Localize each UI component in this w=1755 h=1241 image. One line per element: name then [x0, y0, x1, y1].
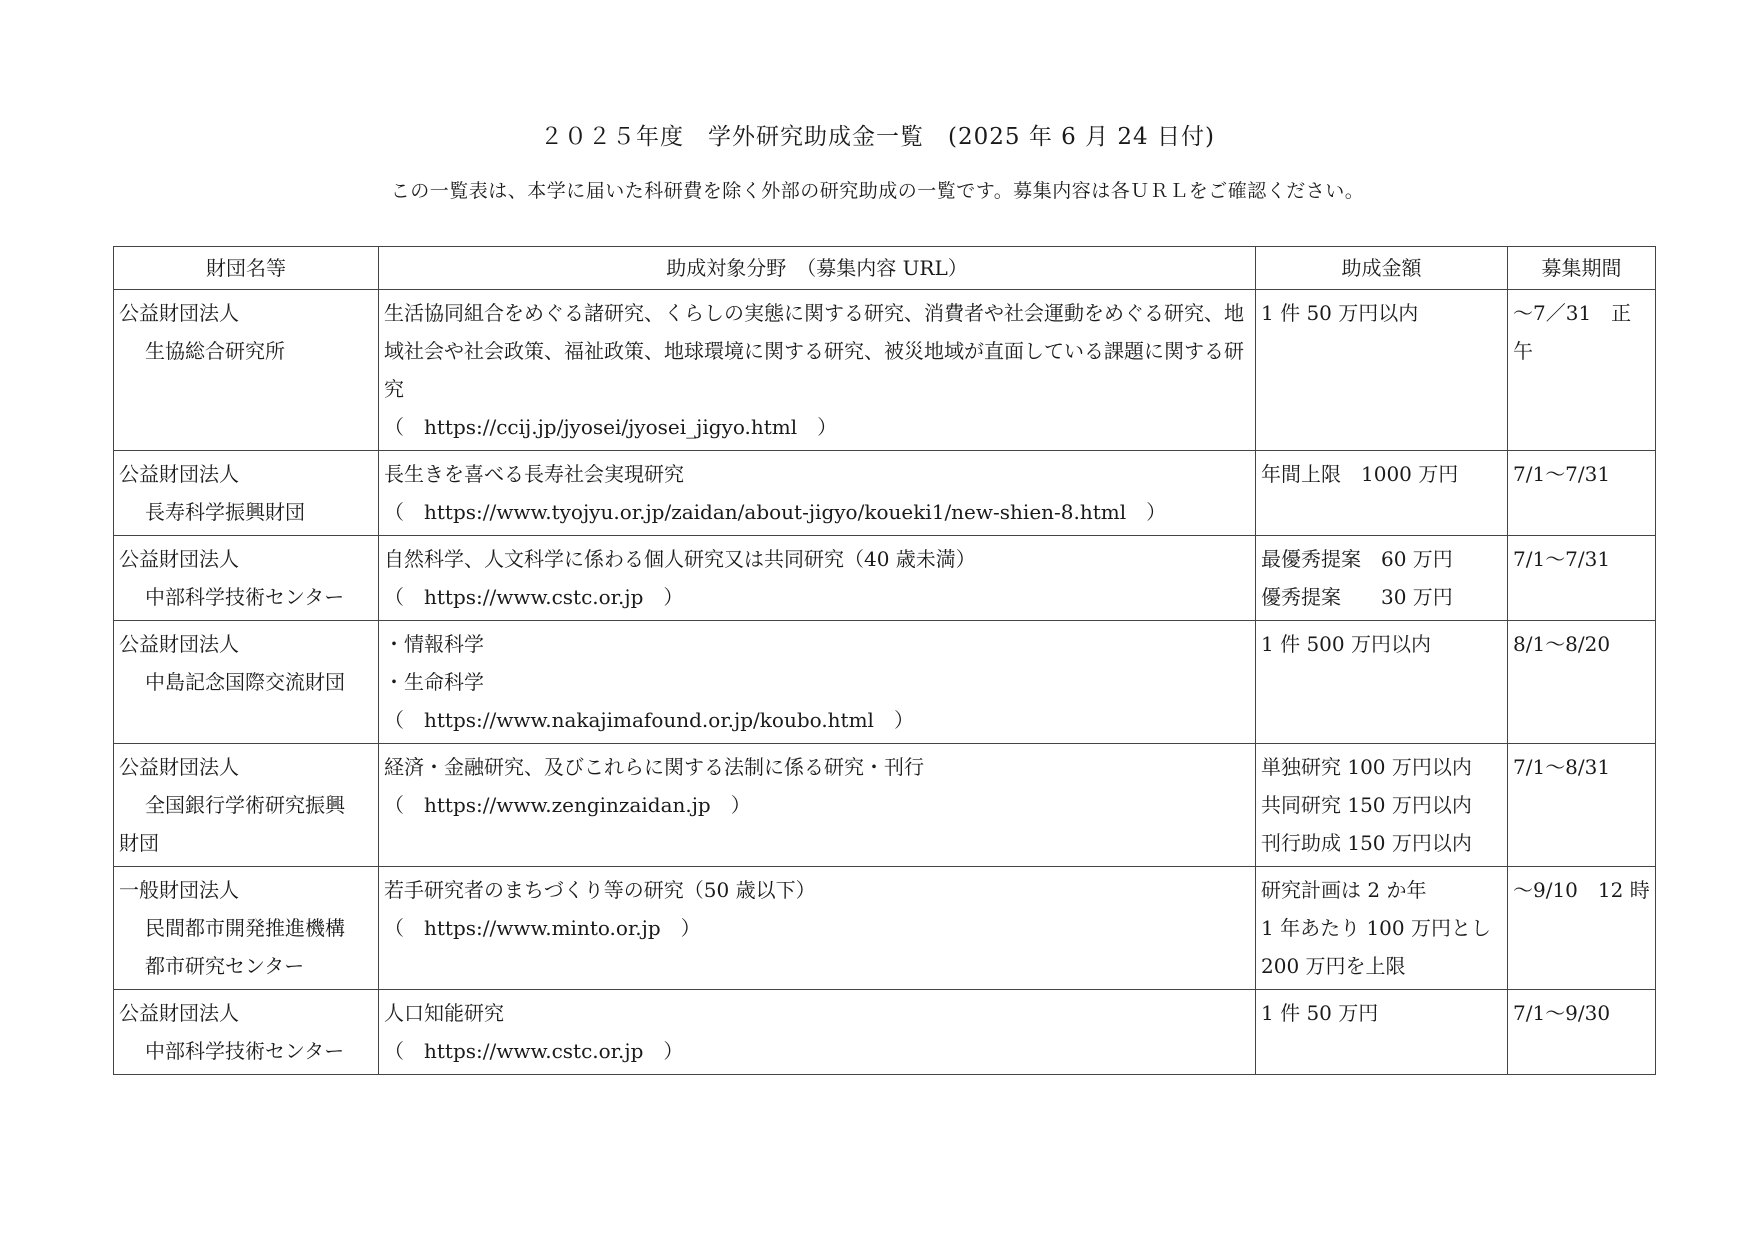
foundation-cell: [114, 621, 379, 744]
org-name: 全国銀行学術研究振興: [145, 793, 345, 817]
foundation-cell: [114, 536, 379, 621]
org-type: 一般財団法人: [119, 878, 239, 902]
field-cell: [379, 621, 1256, 744]
table-header-row: [114, 247, 1656, 290]
amount-text: 1 年あたり 100 万円とし: [1261, 916, 1491, 940]
amount-cell: [1256, 451, 1508, 536]
period-cell: 8/1～8/20: [1508, 621, 1656, 744]
org-name: 生協総合研究所: [145, 339, 285, 363]
amount-text: 共同研究 150 万円以内: [1261, 793, 1472, 817]
org-name-continued: 財団: [119, 831, 159, 855]
org-name: 中部科学技術センター: [145, 585, 345, 609]
table-row: [114, 451, 1656, 536]
org-type: 公益財団法人: [119, 755, 239, 779]
field-text: 人口知能研究: [384, 1001, 504, 1025]
period-cell: ～7／31 正午: [1508, 290, 1656, 451]
amount-text: 1 件 500 万円以内: [1261, 632, 1431, 656]
field-text: 長生きを喜べる長寿社会実現研究: [384, 462, 684, 486]
field-cell: [379, 744, 1256, 867]
header-field: 助成対象分野 （募集内容 URL）: [379, 247, 1256, 290]
table-row: [114, 290, 1656, 451]
amount-cell: [1256, 536, 1508, 621]
foundation-cell: [114, 290, 379, 451]
org-name: 中島記念国際交流財団: [145, 670, 345, 694]
field-text: 若手研究者のまちづくり等の研究（50 歳以下）: [384, 878, 816, 902]
foundation-cell: [114, 451, 379, 536]
amount-cell: [1256, 290, 1508, 451]
foundation-cell: [114, 744, 379, 867]
table-row: [114, 867, 1656, 990]
org-type: 公益財団法人: [119, 547, 239, 571]
amount-cell: [1256, 990, 1508, 1075]
field-item: ・生命科学: [384, 670, 484, 694]
amount-text: 単独研究 100 万円以内: [1261, 755, 1472, 779]
field-cell: [379, 536, 1256, 621]
field-item: ・情報科学: [384, 632, 484, 656]
field-cell: [379, 867, 1256, 990]
amount-text: 優秀提案 30 万円: [1261, 585, 1453, 609]
org-type: 公益財団法人: [119, 632, 239, 656]
page-subtitle: この一覧表は、本学に届いた科研費を除く外部の研究助成の一覧です。募集内容は各ＵＲＬをご確認ください。: [390, 180, 1365, 202]
field-text: 生活協同組合をめぐる諸研究、くらしの実態に関する研究、消費者や社会運動をめぐる研究、地域社会や社会政策、福祉政策、地球環境に関する研究、被災地域が直面している課題に関する研究: [384, 301, 1244, 401]
table-row: [114, 744, 1656, 867]
period-cell: ～9/10 12 時: [1508, 867, 1656, 990]
amount-cell: [1256, 867, 1508, 990]
url-link[interactable]: （ https://www.tyojyu.or.jp/zaidan/about-jigyo/koueki1/new-shien-8.html ）: [384, 500, 1167, 524]
org-name: 長寿科学振興財団: [145, 500, 305, 524]
field-cell: [379, 451, 1256, 536]
url-link[interactable]: （ https://ccij.jp/jyosei/jyosei_jigyo.html ）: [384, 415, 838, 439]
org-type: 公益財団法人: [119, 1001, 239, 1025]
org-name: 中部科学技術センター: [145, 1039, 345, 1063]
org-name-continued: 都市研究センター: [145, 954, 305, 978]
header-amount: 助成金額: [1256, 247, 1508, 290]
amount-text: 1 件 50 万円以内: [1261, 301, 1419, 325]
url-link[interactable]: （ https://www.nakajimafound.or.jp/koubo.html ）: [384, 708, 914, 732]
org-type: 公益財団法人: [119, 301, 239, 325]
field-cell: [379, 290, 1256, 451]
amount-text: 1 件 50 万円: [1261, 1001, 1379, 1025]
grants-table: [113, 246, 1656, 1075]
header-period: 募集期間: [1508, 247, 1656, 290]
amount-cell: [1256, 621, 1508, 744]
foundation-cell: [114, 867, 379, 990]
table-row: [114, 990, 1656, 1075]
amount-text: 年間上限 1000 万円: [1261, 462, 1459, 486]
url-link[interactable]: （ https://www.minto.or.jp ）: [384, 916, 701, 940]
foundation-cell: [114, 990, 379, 1075]
url-link[interactable]: （ https://www.cstc.or.jp ）: [384, 1039, 684, 1063]
period-cell: 7/1～7/31: [1508, 451, 1656, 536]
amount-text: 最優秀提案 60 万円: [1261, 547, 1453, 571]
amount-cell: [1256, 744, 1508, 867]
field-text: 自然科学、人文科学に係わる個人研究又は共同研究（40 歳未満）: [384, 547, 976, 571]
table-row: [114, 536, 1656, 621]
amount-text: 研究計画は 2 か年: [1261, 878, 1427, 902]
amount-text: 200 万円を上限: [1261, 954, 1406, 978]
url-link[interactable]: （ https://www.zenginzaidan.jp ）: [384, 793, 751, 817]
table-row: [114, 621, 1656, 744]
period-cell: 7/1～9/30: [1508, 990, 1656, 1075]
period-cell: 7/1～8/31: [1508, 744, 1656, 867]
page-title: ２０２５年度 学外研究助成金一覧 (2025 年 6 月 24 日付): [540, 124, 1215, 150]
period-cell: 7/1～7/31: [1508, 536, 1656, 621]
header-foundation: 財団名等: [114, 247, 379, 290]
amount-text: 刊行助成 150 万円以内: [1261, 831, 1472, 855]
org-type: 公益財団法人: [119, 462, 239, 486]
org-name: 民間都市開発推進機構: [145, 916, 345, 940]
field-text: 経済・金融研究、及びこれらに関する法制に係る研究・刊行: [384, 755, 924, 779]
url-link[interactable]: （ https://www.cstc.or.jp ）: [384, 585, 684, 609]
field-cell: [379, 990, 1256, 1075]
